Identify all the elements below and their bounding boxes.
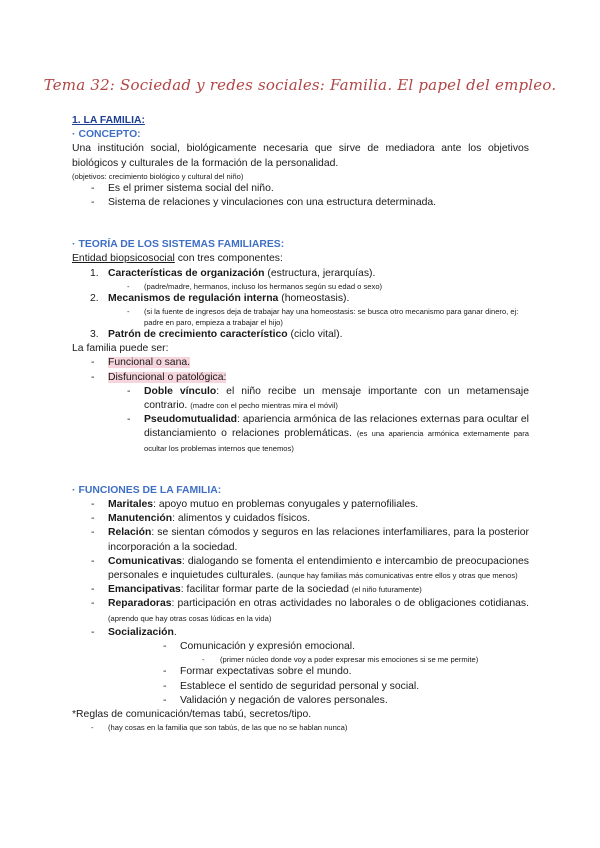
list-item: - Funcional o sana. bbox=[91, 357, 191, 369]
list-item-note: - (hay cosas en la familia que son tabús, de las que no se hablan nunca) bbox=[91, 723, 348, 733]
concepto-note: (objetivos: crecimiento biológico y cultural del niño) bbox=[72, 171, 244, 181]
list-item: 1. Características de organización (estructura, jerarquías). bbox=[90, 267, 376, 279]
bullet-dot: · bbox=[72, 239, 76, 251]
list-item: - Disfuncional o patológica: bbox=[91, 371, 227, 383]
list-item-note: - (primer núcleo donde voy a poder expresar mis emociones si se me permite) bbox=[202, 655, 479, 665]
teoria-intro: Entidad biopsicosocial con tres componentes: bbox=[72, 253, 283, 265]
list-item-note: - (padre/madre, hermanos, incluso los hermanos según su edad o sexo) bbox=[127, 281, 383, 291]
list-item-note: - (si la fuente de ingresos deja de trabajar hay una homeostasis: se busca otro mecanismo para ganar dinero, ej: padre en paro, empieza a trabajar el hijo) bbox=[127, 307, 519, 328]
list-item: - Comunicativas: dialogando se fomenta el entendimiento e intercambio de preocupaciones personales e inquietudes culturales. (aunque hay familias más comunicativas entre ellos y otras que menos) bbox=[91, 555, 529, 582]
page-title: Tema 32: Sociedad y redes sociales: Familia. El papel del empleo. bbox=[43, 76, 557, 94]
list-item: - Relación: se sientan cómodos y seguros en las relaciones interfamiliares, para la posterior incorporación a la sociedad. bbox=[91, 527, 529, 553]
list-item: - Manutención: alimentos y cuidados físicos. bbox=[91, 513, 311, 525]
list-item: - Validación y negación de valores personales. bbox=[163, 694, 388, 706]
document-body bbox=[72, 114, 529, 733]
reglas-text: *Reglas de comunicación/temas tabú, secretos/tipo. bbox=[72, 708, 312, 720]
subheading-concepto: · CONCEPTO: bbox=[72, 129, 141, 141]
list-item-doble-vinculo: - Doble vínculo: el niño recibe un mensaje importante con un metamensaje contrario. (madre con el pecho mientras mira el móvil) bbox=[127, 385, 529, 412]
list-item-pseudomutualidad: - Pseudomutualidad: apariencia armónica de las relaciones externas para ocultar el distanciamiento o relaciones problemáticas. (es una apariencia armónica externamente para ocultar los problemas internos que tenemos) bbox=[127, 414, 529, 453]
list-item: - Establece el sentido de seguridad personal y social. bbox=[163, 680, 420, 692]
list-item: - Maritales: apoyo mutuo en problemas conyugales y paternofiliales. bbox=[91, 499, 419, 511]
list-item: - Formar expectativas sobre el mundo. bbox=[163, 666, 352, 678]
list-item: - Socialización. bbox=[91, 626, 177, 638]
subheading-teoria: · TEORÍA DE LOS SISTEMAS FAMILIARES: bbox=[72, 239, 285, 251]
bullet-dot: · bbox=[72, 129, 76, 141]
puede-ser-text: La familia puede ser: bbox=[72, 343, 169, 355]
concepto-paragraph: Una institución social, biológicamente necesaria que sirve de mediadora ante los objetivos biológicos y culturales de la formación de la personalidad. bbox=[72, 143, 529, 169]
list-item: - Reparadoras: participación en otras actividades no laborales o de obligaciones cotidianas. (aprendo que hay otras cosas lúdicas en la vida) bbox=[91, 598, 529, 623]
list-item: - Sistema de relaciones y vinculaciones con una estructura determinada. bbox=[91, 197, 437, 209]
bullet-dot: · bbox=[72, 484, 76, 496]
list-item: - Emancipativas: facilitar formar parte de la sociedad (el niño futuramente) bbox=[91, 584, 422, 596]
list-item: 2. Mecanismos de regulación interna (homeostasis). bbox=[90, 292, 350, 304]
list-item: - Comunicación y expresión emocional. bbox=[163, 641, 355, 653]
list-item: 3. Patrón de crecimiento característico (ciclo vital). bbox=[90, 329, 343, 341]
subheading-funciones: · FUNCIONES DE LA FAMILIA: bbox=[72, 484, 222, 496]
section-heading-familia: 1. LA FAMILIA: bbox=[72, 115, 145, 126]
list-item: - Es el primer sistema social del niño. bbox=[91, 182, 274, 194]
